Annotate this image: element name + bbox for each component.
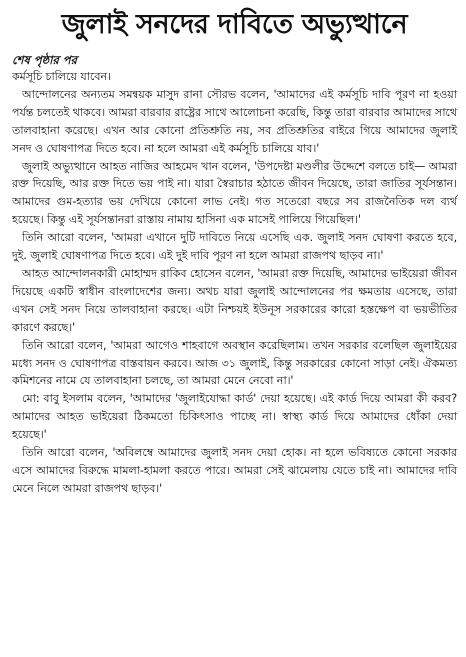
paragraph-1: কর্মসূচি চালিয়ে যাবেন।: [12, 70, 111, 83]
headline: জুলাই সনদের দাবিতে অভ্যুত্থানে: [61, 9, 408, 40]
paragraph-8: তিনি আরো বলেন, 'অবিলম্বে আমাদের জুলাই সনদ দেয়া হোক। না হলে ভবিষ্যতে কোনো সরকার এসে আমাদের বিরুদ্ধে মামলা-হামলা করতে পারে। আমরা সেই ঝামেলায় যেতে চাই না। আমাদের দাবি মেনে নিলে আমরা রাজপথ ছাড়ব।': [12, 446, 457, 495]
paragraph-2: আন্দোলনের অন্যতম সমন্বয়ক মাসুদ রানা সৌরভ বলেন, 'আমাদের এই কর্মসূচি দাবি পূরণ না হওয়া পর্যন্ত চলতেই থাকবে। আমরা বারবার রাষ্ট্রের সাথে আলোচনা করেছি, কিন্তু তারা বারবার আমাদের সাথে তালবাহানা করেছে। এখন আর কোনো প্রতিশ্রুতি নয়, সব প্রতিশ্রুতির বাইরে গিয়ে আমাদের জুলাই সনদ ও ঘোষণাপত্র দিতে হবে। না হলে আমরা এই কর্মসূচি চালিয়ে যাব।': [12, 87, 457, 155]
paragraph-4: তিনি আরো বলেন, 'আমরা এখানে দুটি দাবিতে নিয়ে এসেছি এক. জুলাই সনদ ঘোষণা করতে হবে, দুই. জুলাই ঘোষণাপত্র দিতে হবে। এই দুই দাবি পূরণ না হলে আমরা রাজপথ ছাড়ব না।': [12, 231, 457, 263]
paragraph-7: মো: বাবু ইসলাম বলেন, 'আমাদের 'জুলাইযোদ্ধা কার্ড' দেয়া হয়েছে। এই কার্ড দিয়ে আমরা কী করব? আমাদের আহত ভাইয়েরা ঠিকমতো চিকিৎসাও পাচ্ছে না। স্বাস্থ্য কার্ড দিয়ে আমাদের ধোঁকা দেয়া হয়েছে।': [12, 392, 457, 442]
article-body: [12, 68, 457, 498]
paragraph-5: আহত আন্দোলনকারী মোহাম্মদ রাকিব হোসেন বলেন, 'আমরা রক্ত দিয়েছি, আমাদের ভাইয়েরা জীবন দিয়েছে একটি স্বাধীন বাংলাদেশের জন্য। অথচ যারা জুলাই আন্দোলনের পর ক্ষমতায় এসেছে, তারা এখন সেই সনদ নিয়ে তালবাহানা করছে। এটা নিশ্চয়ই ইউনূস সরকারের কারো হস্তক্ষেপ বা ভয়ভীতির কারণে করছে।': [12, 266, 457, 334]
paragraph-6: তিনি আরো বলেন, 'আমরা আগেও শাহবাগে অবস্থান করেছিলাম। তখন সরকার বলেছিল জুলাইয়ের মধ্যে সনদ ও ঘোষণাপত্র বাস্তবায়ন করবে। আজ ৩১ জুলাই, কিন্তু সরকারের কোনো সাড়া নেই। ঐকমত্য কমিশনের নামে যে তালবাহানা চলছে, তা আমরা মেনে নেবো না।': [12, 338, 457, 388]
paragraph-3: জুলাই অভ্যুত্থানে আহত নাজির আহমেদ খান বলেন, 'উপদেষ্টা মণ্ডলীর উদ্দেশে বলতে চাই— আমরা রক্ত দিয়েছি, আর রক্ত দিতে ভয় পাই না। যারা স্বৈরাচার হঠাতে জীবন দিয়েছে, তারা জাতির সূর্যসন্তান। আমাদের গুম-হত্যার ভয় দেখিয়ে কোনো লাভ নেই। গত সতেরো বছরে সব রাজনৈতিক দল ব্যর্থ হয়েছে। কিন্তু এই সূর্যসন্তানরা রাস্তায় নামায় হাসিনা এক মাসেই পালিয়ে গিয়েছিল।': [12, 159, 457, 227]
continued-from-label: শেষ পৃষ্ঠার পর: [12, 53, 77, 67]
